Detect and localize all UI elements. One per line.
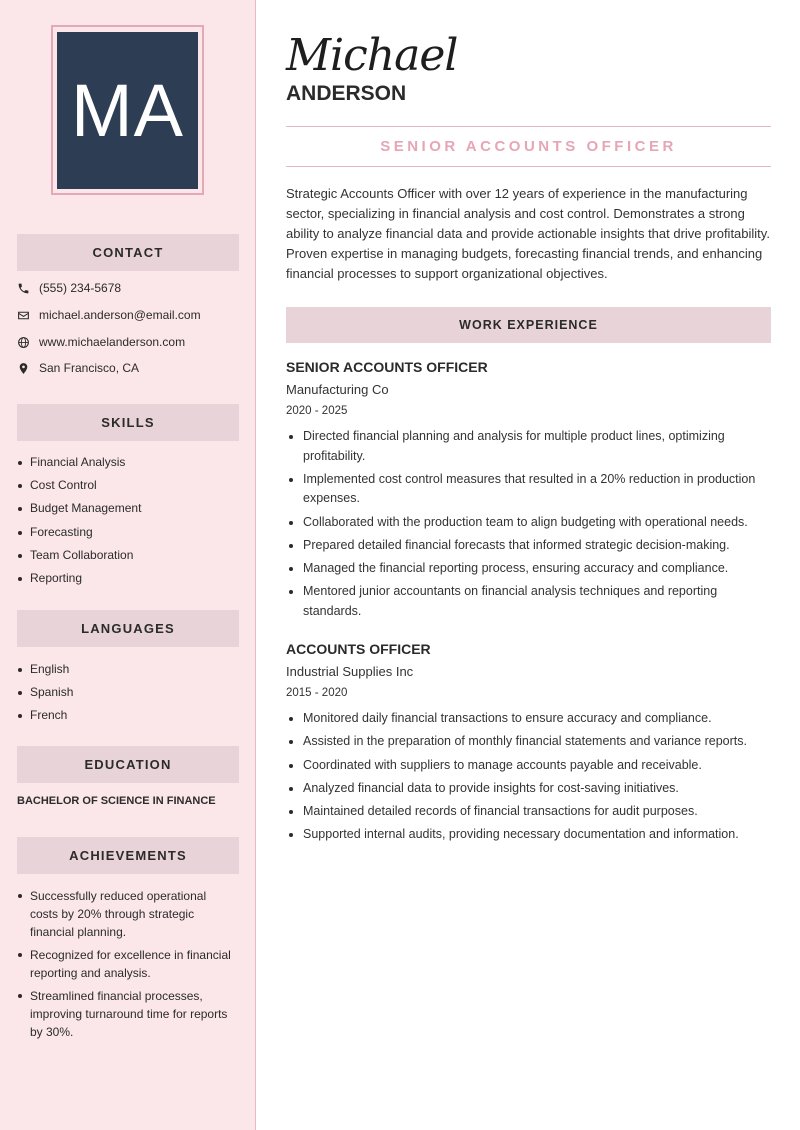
job-dates: 2015 - 2020 xyxy=(286,687,348,699)
achievements-heading: ACHIEVEMENTS xyxy=(17,837,239,874)
contact-website xyxy=(17,335,185,349)
job-bullet: Monitored daily financial transactions to ensure accuracy and compliance. xyxy=(286,709,771,729)
first-name: Michael xyxy=(286,30,458,81)
achievements-list xyxy=(17,887,237,1046)
job-bullet: Managed the financial reporting process, ensuring accuracy and compliance. xyxy=(286,559,771,579)
skill-item: Budget Management xyxy=(17,500,237,523)
job-bullet: Prepared detailed financial forecasts that informed strategic decision-making. xyxy=(286,536,771,556)
achievement-item: Streamlined financial processes, improving turnaround time for reports by 30%. xyxy=(17,987,237,1041)
divider-top xyxy=(286,126,771,127)
contact-location xyxy=(17,361,139,375)
job-bullet: Directed financial planning and analysis for multiple product lines, optimizing profitability. xyxy=(286,427,771,466)
job-bullet: Assisted in the preparation of monthly financial statements and variance reports. xyxy=(286,732,771,752)
phone-icon xyxy=(17,282,30,295)
globe-icon xyxy=(17,336,30,349)
skill-item: Forecasting xyxy=(17,524,237,547)
job-dates: 2020 - 2025 xyxy=(286,405,348,417)
job-bullet: Maintained detailed records of financial transactions for audit purposes. xyxy=(286,802,771,822)
education-heading: EDUCATION xyxy=(17,746,239,783)
job-bullet: Collaborated with the production team to align budgeting with operational needs. xyxy=(286,513,771,533)
email-text[interactable]: michael.anderson@email.com xyxy=(39,308,201,322)
job-company: Industrial Supplies Inc xyxy=(286,664,414,679)
language-item: English xyxy=(17,661,237,684)
language-item: Spanish xyxy=(17,684,237,707)
location-text: San Francisco, CA xyxy=(39,361,140,375)
contact-email xyxy=(17,308,201,322)
job-bullet: Coordinated with suppliers to manage accounts payable and receivable. xyxy=(286,756,771,776)
job-bullet: Analyzed financial data to provide insights for cost-saving initiatives. xyxy=(286,779,771,799)
skills-list xyxy=(17,454,237,593)
languages-list xyxy=(17,661,237,731)
last-name: ANDERSON xyxy=(286,82,407,105)
mail-icon xyxy=(17,309,30,322)
skill-item: Cost Control xyxy=(17,477,237,500)
skill-item: Team Collaboration xyxy=(17,547,237,570)
contact-heading: CONTACT xyxy=(17,234,239,271)
sidebar xyxy=(0,0,256,1130)
job-bullet: Supported internal audits, providing necessary documentation and information. xyxy=(286,825,771,845)
divider-bottom xyxy=(286,166,771,167)
monogram-initials: MA xyxy=(57,32,198,189)
skill-item: Reporting xyxy=(17,570,237,593)
job-role-title: SENIOR ACCOUNTS OFFICER xyxy=(380,138,677,155)
skills-heading: SKILLS xyxy=(17,404,239,441)
job-bullets xyxy=(286,709,771,849)
job-company: Manufacturing Co xyxy=(286,382,389,397)
language-item: French xyxy=(17,707,237,730)
education-degree: BACHELOR OF SCIENCE IN FINANCE xyxy=(17,795,216,807)
profile-summary: Strategic Accounts Officer with over 12 years of experience in the manufacturing sector, specializing in financial analysis and cost control. Demonstrates a strong ability to analyze financial data and provide actionable insights that drive profitability. Proven expertise in managing budgets, forecasting financial trends, and enhancing financial processes to support organizational objectives. xyxy=(286,186,770,281)
job-bullet: Implemented cost control measures that resulted in a 20% reduction in production expenses. xyxy=(286,470,771,509)
job-title: SENIOR ACCOUNTS OFFICER xyxy=(286,359,488,375)
achievement-item: Recognized for excellence in financial reporting and analysis. xyxy=(17,946,237,982)
job-bullets xyxy=(286,427,771,625)
work-experience-heading: WORK EXPERIENCE xyxy=(286,307,771,343)
phone-text: (555) 234-5678 xyxy=(39,281,122,295)
contact-phone xyxy=(17,281,121,295)
languages-heading: LANGUAGES xyxy=(17,610,239,647)
job-bullet: Mentored junior accountants on financial analysis techniques and reporting standards. xyxy=(286,582,771,621)
job-title: ACCOUNTS OFFICER xyxy=(286,641,431,657)
achievement-item: Successfully reduced operational costs by 20% through strategic financial planning. xyxy=(17,887,237,941)
website-text[interactable]: www.michaelanderson.com xyxy=(39,335,186,349)
skill-item: Financial Analysis xyxy=(17,454,237,477)
location-pin-icon xyxy=(17,362,30,375)
